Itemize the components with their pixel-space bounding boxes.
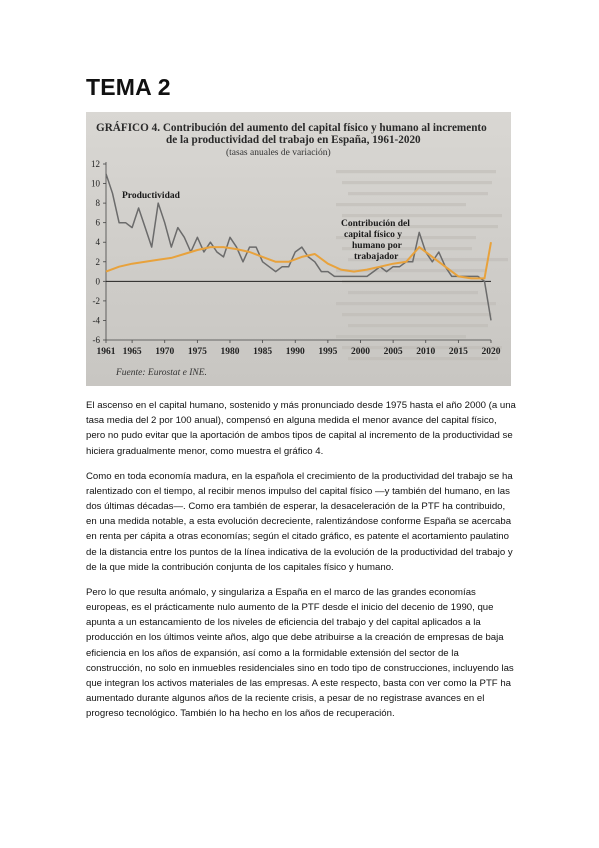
y-tick-label: 0 [95, 276, 100, 287]
faint-line [342, 214, 502, 217]
page-title: TEMA 2 [86, 74, 171, 100]
y-tick-label: 6 [95, 217, 100, 228]
figure-title [96, 122, 506, 146]
paragraph-1: El ascenso en el capital humano, sostenido y más pronunciado desde 1975 hasta el año 2000 (a una tasa media del 2 por 100 anual), compensó en alguna medida el menor avance del capital físico, pero no pudo evitar que la aportación de ambos tipos de capital al incremento de la productividad se hiciera gradualmente menor, como muestra el gráfico 4. [86, 400, 516, 457]
x-tick-label: 1965 [122, 347, 142, 357]
y-tick-label: -6 [92, 335, 100, 345]
x-tick-label: 1990 [285, 347, 305, 357]
paragraph-3: Pero lo que resulta anómalo, y singulariza a España en el marco de las grandes economías europeas, es el prácticamente nulo aumento de la PTF desde el inicio del decenio de 1990, que apunta a un estancamiento de los niveles de eficiencia del trabajo y del capital aplicados a la producción en los últimos veinte años, algo que debe atribuirse a la creación de empresas de baja eficiencia en los años de expansión, así como a la formidable extensión del sector de la construcción, no solo en inmuebles residenciales sino en todo tipo de construcciones, incluyendo las que integran los activos materiales de las empresas. A este respecto, basta con ver como la PTF ha aumentado durante algunos años de la reciente crisis, a pesar de no registrase avances en el progreso tecnológico. También lo ha hecho en los años de recuperación. [86, 586, 514, 720]
y-tick-label: 4 [95, 237, 100, 248]
faint-line [336, 203, 466, 206]
y-tick-label: 10 [91, 178, 100, 189]
y-tick-label: -4 [92, 315, 100, 326]
faint-background-text [336, 170, 508, 360]
body-text [86, 398, 516, 731]
x-tick-label: 1995 [318, 347, 338, 357]
faint-line [336, 302, 496, 305]
x-tick-label: 2005 [383, 347, 403, 357]
y-tick-label: 2 [95, 256, 100, 267]
x-tick-label: 1961 [96, 347, 116, 357]
figure-title-line1: GRÁFICO 4. Contribución del aumento del capital físico y humano al incremento [96, 122, 487, 134]
faint-line [348, 324, 488, 327]
label-contribucion-line1: Contribución del [341, 219, 410, 229]
label-productividad: Productividad [122, 191, 180, 201]
x-tick-label: 1985 [253, 347, 273, 357]
figure-source: Fuente: Eurostat e INE. [116, 368, 207, 378]
x-tick-label: 1975 [187, 347, 207, 357]
y-tick-label: 12 [91, 159, 100, 169]
label-contribucion-line3: humano por [352, 241, 402, 251]
x-tick-label: 2015 [448, 347, 468, 357]
faint-line [348, 192, 488, 195]
label-contribucion-line4: trabajador [354, 252, 399, 262]
figure-photo [86, 112, 511, 386]
y-tick-label: 8 [95, 198, 100, 209]
x-tick-label: 2000 [350, 347, 370, 357]
x-tick-label: 1980 [220, 347, 240, 357]
figure-subtitle: (tasas anuales de variación) [226, 148, 331, 158]
figure-title-line2: de la productividad del trabajo en España, 1961-2020 [166, 134, 421, 146]
x-tick-label: 1970 [155, 347, 175, 357]
faint-line [348, 357, 498, 360]
y-tick-label: -2 [92, 295, 100, 306]
faint-line [336, 170, 496, 173]
faint-line [342, 313, 492, 316]
x-tick-label: 2010 [416, 347, 436, 357]
faint-line [342, 181, 492, 184]
faint-line [348, 291, 478, 294]
label-contribucion-line2: capital físico y [344, 230, 403, 240]
paragraph-2: Como en toda economía madura, en la española el crecimiento de la productividad del trabajo se ha ralentizado con el tiempo, al recibir menos impulso del capital físico —y también del humano, en las dos últimas décadas—. Como era también de esperar, la desaceleración de la PTF ha contribuido, en una medida notable, a esta evolución decreciente, ralentizándose conforme España se acercaba en renta per cápita a otras economías; según el citado gráfico, es patente el acortamiento paulatino de la distancia entre los puntos de la línea indicativa de la evolución de la productividad del trabajo y de la que mide la contribución conjunta de los capitales físico y humano. [86, 470, 513, 573]
x-tick-label: 2020 [481, 347, 501, 357]
faint-line [336, 335, 466, 338]
